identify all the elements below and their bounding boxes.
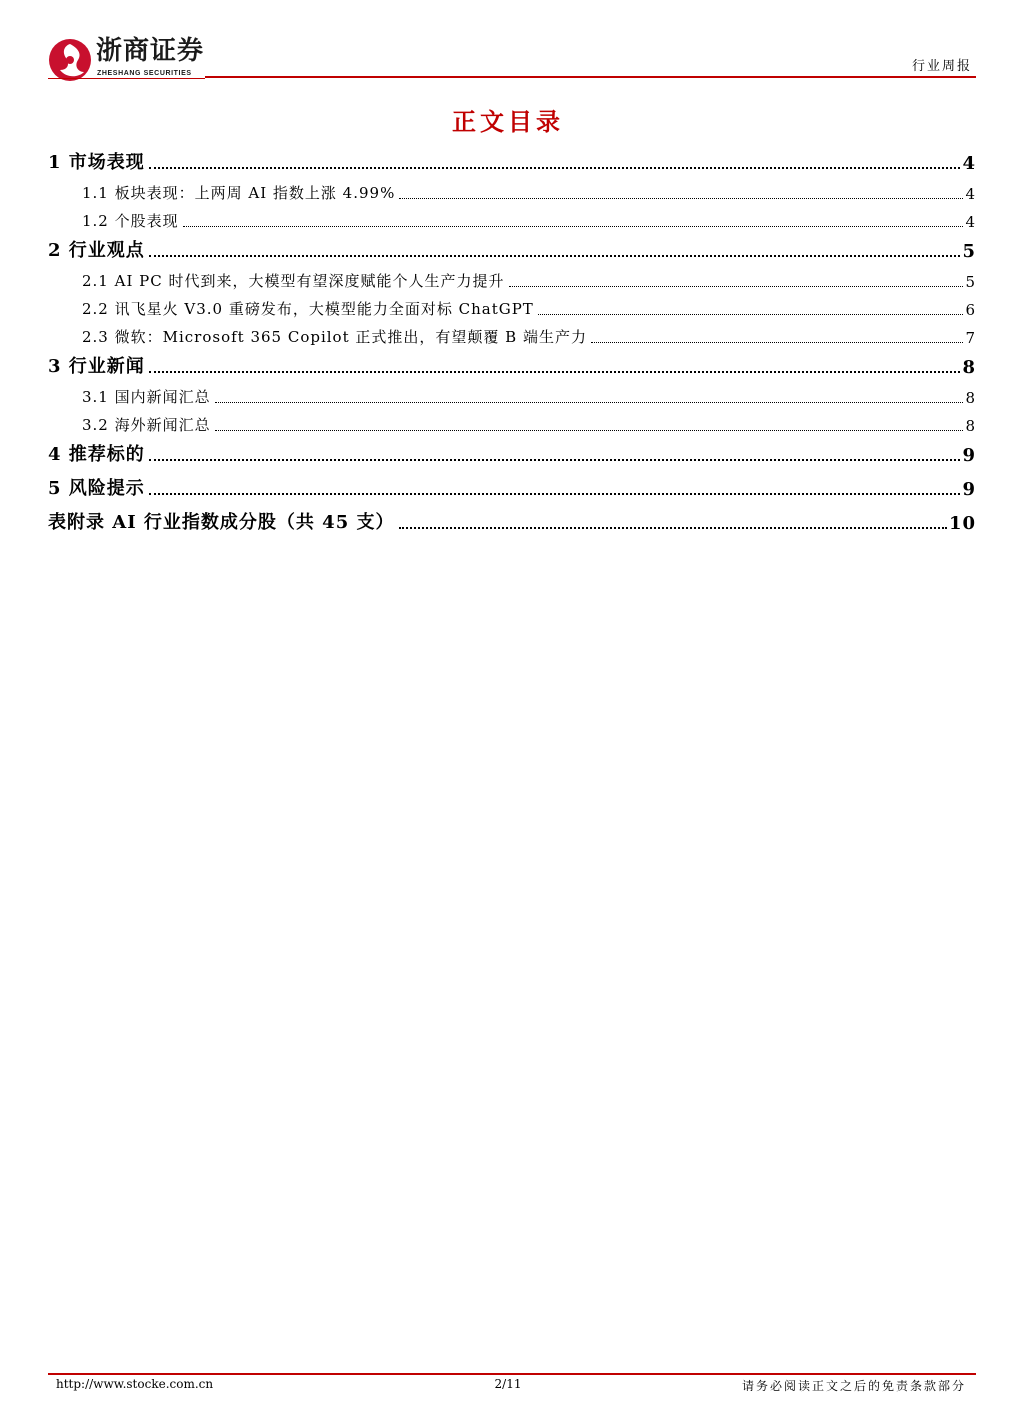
toc-entry[interactable] [48,386,976,407]
toc-entry-page: 8 [965,389,976,407]
toc-entry-page: 10 [948,513,976,534]
toc-leader [509,286,964,287]
footer-url-link[interactable]: http://www.stocke.com.cn [56,1377,214,1391]
toc-entry[interactable] [48,182,976,203]
toc-entry-page: 8 [962,357,976,378]
toc-leader [149,371,961,373]
toc-entry-page: 5 [962,241,976,262]
toc-entry[interactable] [48,508,976,534]
toc-entry[interactable] [48,298,976,319]
toc-entry-label: 4 推荐标的 [48,444,145,465]
page-header [0,0,1016,90]
brand-name-en: ZHESHANG SECURITIES [97,70,192,77]
toc-entry[interactable] [48,440,976,466]
toc-entry-page: 7 [965,329,976,347]
report-type: 行业周报 [911,59,972,74]
toc-entry-label: 3 行业新闻 [48,356,145,377]
toc-title: 正文目录 [452,107,564,136]
header-divider [205,76,976,78]
footer-disclaimer: 请务必阅读正文之后的免责条款部分 [741,1379,966,1393]
toc-entry[interactable] [48,326,976,347]
toc-entry[interactable] [48,236,976,262]
toc-entry-page: 4 [962,153,976,174]
toc-entry[interactable] [48,270,976,291]
toc-entry-label: 表附录 AI 行业指数成分股（共 45 支） [48,512,395,533]
toc-entry-label: 1.1 板块表现：上两周 AI 指数上涨 4.99% [82,184,396,202]
toc-leader [183,226,964,227]
toc-leader [149,167,961,169]
toc-leader [399,527,947,529]
toc-entry-label: 1.2 个股表现 [82,212,179,230]
toc-leader [399,198,963,199]
footer-page-number: 2/11 [494,1377,522,1391]
toc-entry-page: 5 [965,273,976,291]
toc-leader [215,430,964,431]
toc-leader [538,314,964,315]
toc-entry-page: 4 [965,185,976,203]
toc-entry-label: 5 风险提示 [48,478,145,499]
toc-entry[interactable] [48,414,976,435]
toc-leader [215,402,964,403]
brand-name: 浙商证券 [96,36,205,66]
zheshang-logo-icon [48,38,92,82]
toc-entry-label: 1 市场表现 [48,152,145,173]
toc-entry[interactable] [48,148,976,174]
toc-leader [149,493,961,495]
toc-entry-label: 2.3 微软：Microsoft 365 Copilot 正式推出，有望颠覆 B 端生产力 [82,328,587,346]
toc-entry-label: 2.2 讯飞星火 V3.0 重磅发布，大模型能力全面对标 ChatGPT [82,300,534,318]
toc-entry-page: 4 [965,213,976,231]
toc-entry[interactable] [48,352,976,378]
toc-entry[interactable] [48,210,976,231]
toc-entry-label: 3.1 国内新闻汇总 [82,388,211,406]
toc-leader [149,255,961,257]
toc-entry-page: 9 [962,445,976,466]
toc-leader [149,459,961,461]
toc-entry-label: 3.2 海外新闻汇总 [82,416,211,434]
toc-entry-label: 2 行业观点 [48,240,145,261]
toc-entry-page: 9 [962,479,976,500]
toc-entry[interactable] [48,474,976,500]
toc-entry-page: 6 [965,301,976,319]
header-divider-left [48,78,205,79]
toc-entry-page: 8 [965,417,976,435]
footer-divider [48,1373,976,1375]
toc-entry-label: 2.1 AI PC 时代到来，大模型有望深度赋能个人生产力提升 [82,272,505,290]
toc-leader [591,342,964,343]
